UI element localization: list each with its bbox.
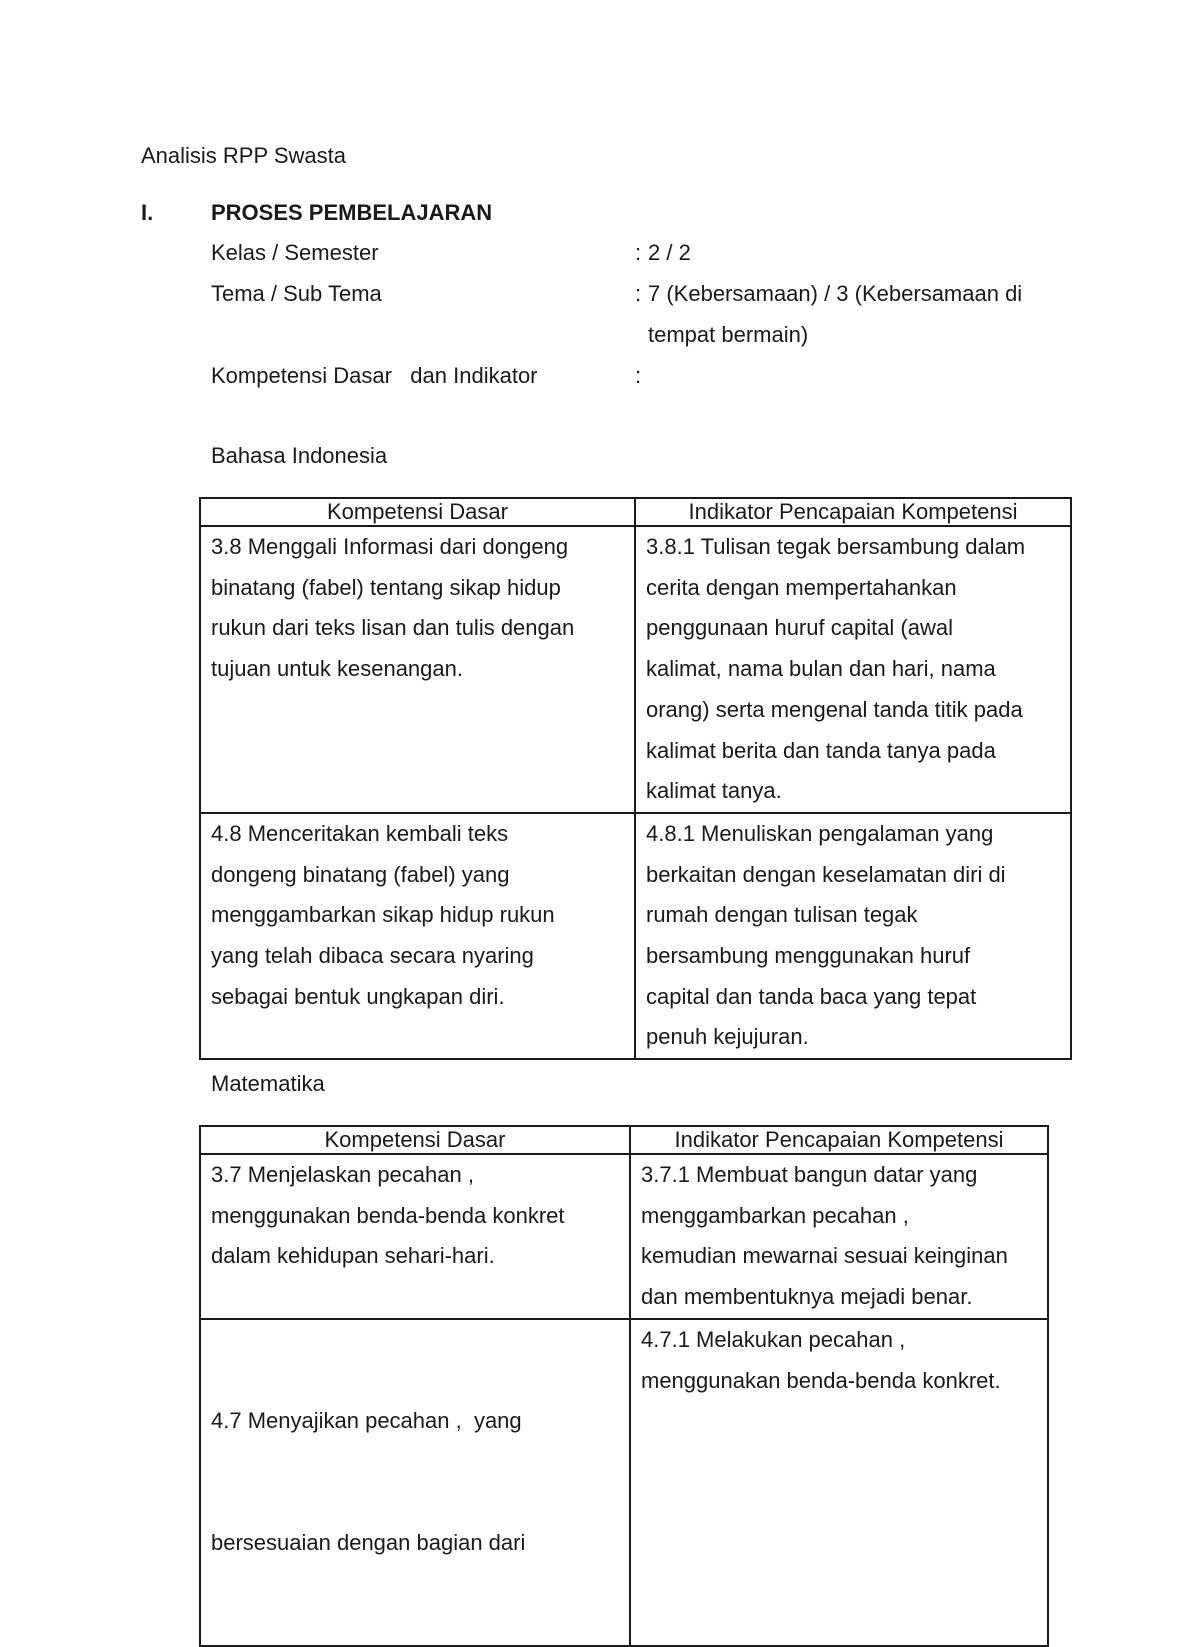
cell-line: kemudian mewarnai sesuai keinginan [641,1243,1008,1269]
matematika-kd-table [199,1125,1049,1647]
info-value-tema-cont: tempat bermain) [648,322,809,347]
cell-line: bersesuaian dengan bagian dari [211,1530,526,1556]
header-indikator: Indikator Pencapaian Kompetensi [635,498,1071,526]
cell-line: rukun dari teks lisan dan tulis dengan [211,615,575,641]
cell-line: kalimat berita dan tanda tanya pada [646,737,996,763]
ipk-cell [630,1319,1048,1647]
section-number: I. [141,200,154,225]
table-row [200,813,1071,1059]
info-colon-kompetensi: : [635,363,642,388]
cell-line: kalimat, nama bulan dan hari, nama [646,656,996,682]
table-header-row [200,1126,1048,1154]
ipk-cell [635,813,1071,1059]
ipk-cell [635,526,1071,813]
cell-line: sebagai bentuk ungkapan diri. [211,983,505,1009]
cell-line: 4.8 Menceritakan kembali teks [211,820,509,846]
bahasa-kd-table [199,497,1072,1060]
cell-line: tujuan untuk kesenangan. [211,656,463,682]
header-kompetensi-dasar: Kompetensi Dasar [200,498,635,526]
cell-line: orang) serta mengenal tanda titik pada [646,696,1023,722]
cell-line: menggambarkan sikap hidup rukun [211,902,555,928]
cell-line: 4.7 Menyajikan pecahan , yang [211,1408,522,1434]
cell-line: dan membentuknya mejadi benar. [641,1284,973,1310]
ipk-cell [630,1154,1048,1319]
cell-line: cerita dengan mempertahankan [646,574,957,600]
cell-line: yang telah dibaca secara nyaring [211,943,534,969]
cell-line: 3.7 Menjelaskan pecahan , [211,1162,474,1187]
cell-line: binatang (fabel) tentang sikap hidup [211,574,561,600]
cell-line: menggunakan benda-benda konkret. [641,1367,1001,1393]
kd-cell [200,813,635,1059]
table-row [200,1154,1048,1319]
section-title: PROSES PEMBELAJARAN [211,200,493,225]
info-label-tema: Tema / Sub Tema [211,281,382,306]
table-row [200,1319,1048,1647]
cell-line: bersambung menggunakan huruf [646,943,971,969]
cell-line: capital dan tanda baca yang tepat [646,983,977,1009]
cell-line: menggunakan benda-benda konkret [211,1202,565,1228]
cell-line: menggambarkan pecahan , [641,1202,909,1228]
cell-line: dongeng binatang (fabel) yang [211,861,510,887]
document-title: Analisis RPP Swasta [141,143,347,168]
info-label-kompetensi: Kompetensi Dasar dan Indikator [211,363,538,388]
cell-line: 4.8.1 Menuliskan pengalaman yang [646,820,994,846]
cell-line: penggunaan huruf capital (awal [646,615,954,641]
subject-bahasa-indonesia: Bahasa Indonesia [211,443,388,468]
cell-line: berkaitan dengan keselamatan diri di [646,861,1006,887]
info-colon-tema: : [635,281,642,306]
kd-cell [200,1154,630,1319]
info-label-kelas: Kelas / Semester [211,240,379,265]
header-kompetensi-dasar: Kompetensi Dasar [200,1126,630,1154]
cell-line: 3.8 Menggali Informasi dari dongeng [211,534,569,559]
info-colon-kelas: : [635,240,642,265]
cell-line: kalimat tanya. [646,778,782,804]
subject-matematika: Matematika [211,1071,325,1096]
cell-line: 3.8.1 Tulisan tegak bersambung dalam [646,534,1026,559]
cell-line: dalam kehidupan sehari-hari. [211,1243,495,1269]
cell-line: penuh kejujuran. [646,1024,809,1050]
cell-line: 3.7.1 Membuat bangun datar yang [641,1162,978,1187]
cell-line: rumah dengan tulisan tegak [646,902,918,928]
info-value-tema: 7 (Kebersamaan) / 3 (Kebersamaan di [648,281,1023,306]
table-row [200,526,1071,813]
info-value-kelas: 2 / 2 [648,240,691,265]
kd-cell [200,1319,630,1647]
header-indikator: Indikator Pencapaian Kompetensi [630,1126,1048,1154]
kd-cell [200,526,635,813]
cell-line: 4.7.1 Melakukan pecahan , [641,1326,906,1352]
table-header-row [200,498,1071,526]
